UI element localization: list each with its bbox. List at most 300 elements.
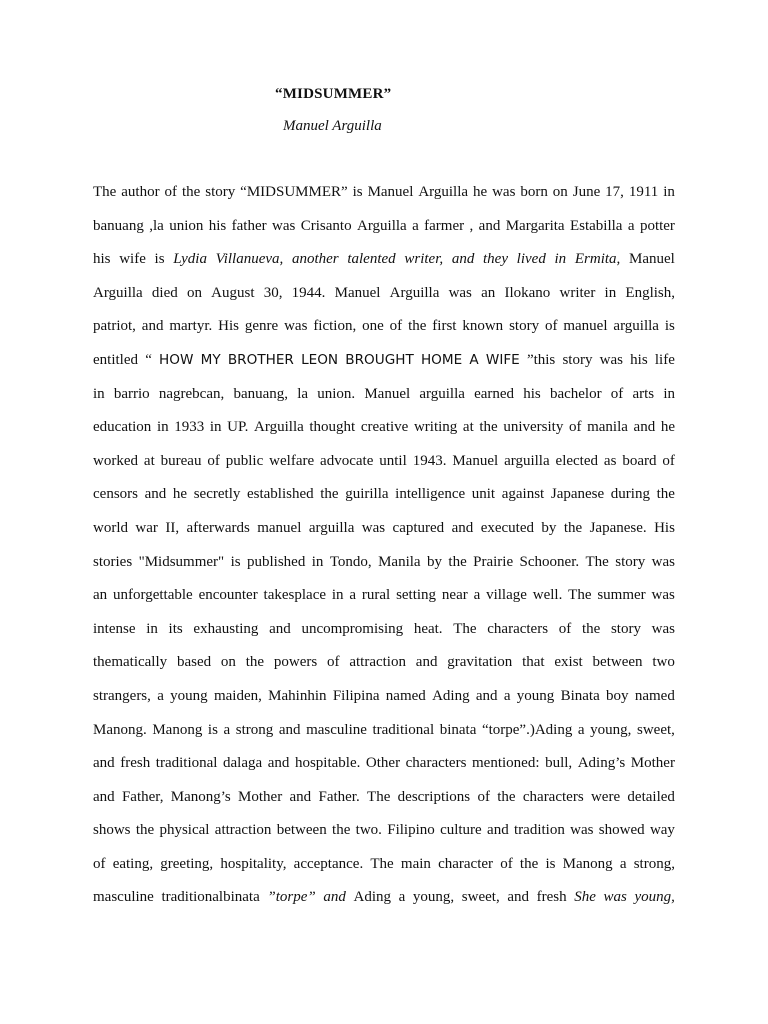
body-word: story: [562, 351, 593, 368]
body-word: Ading: [353, 889, 391, 906]
body-word: died: [151, 284, 178, 301]
body-word: story: [509, 318, 540, 335]
body-word: and: [415, 654, 438, 671]
body-word: The: [453, 620, 477, 637]
body-word: Ermita,: [574, 251, 621, 268]
body-word: Manuel: [334, 284, 381, 301]
body-word: at: [143, 452, 155, 469]
body-word: his: [523, 385, 541, 402]
body-word: ”torpe”: [267, 889, 316, 906]
body-word: the: [135, 822, 155, 839]
body-word: Manuel: [367, 184, 414, 200]
body-word: young: [170, 687, 208, 704]
body-word: was: [651, 553, 675, 570]
body-word: Manuel: [364, 385, 411, 402]
body-word: intense: [93, 620, 136, 637]
body-word: Arguilla: [418, 184, 469, 200]
body-word: by: [427, 553, 442, 570]
body-word: Mother: [630, 755, 675, 772]
body-word: farmer: [424, 217, 465, 234]
body-word: wife: [119, 251, 146, 268]
body-word: is: [230, 553, 241, 570]
body-word: la: [297, 385, 309, 402]
body-word: showed: [598, 822, 645, 839]
body-word: The: [367, 788, 391, 805]
body-word: 1944.: [291, 284, 326, 301]
body-word: they: [483, 251, 508, 268]
body-word: 30,: [263, 284, 283, 301]
body-word: was: [603, 889, 627, 906]
body-line: [93, 680, 675, 714]
body-word: Estabilla: [569, 217, 623, 234]
body-word: is: [664, 318, 675, 335]
body-word: near: [441, 587, 468, 604]
body-word: in: [311, 553, 324, 570]
body-word: WIFE: [485, 351, 520, 368]
body-word: tradition: [514, 822, 565, 839]
body-word: The: [585, 553, 609, 570]
body-word: guirilla: [345, 486, 389, 503]
body-word: Filipino: [387, 822, 435, 839]
body-word: attraction: [214, 822, 272, 839]
body-word: university: [503, 419, 564, 436]
body-word: II,: [165, 519, 180, 536]
body-line: [93, 210, 675, 244]
body-word: of: [500, 855, 513, 872]
body-word: and: [269, 620, 291, 637]
body-word: in: [663, 184, 675, 200]
body-word: Manila: [378, 553, 421, 570]
body-line: [93, 613, 675, 647]
body-word: fresh: [536, 889, 567, 906]
body-word: and: [475, 687, 498, 704]
body-word: exhausting: [193, 620, 259, 637]
body-word: were: [590, 788, 621, 805]
body-word: arguilla: [504, 452, 550, 469]
body-word: banuang: [93, 217, 144, 234]
body-word: Ading’s: [577, 755, 626, 772]
body-word: masculine: [306, 721, 367, 738]
body-word: his: [208, 217, 227, 234]
body-word: way: [649, 822, 675, 839]
body-word: based: [176, 654, 212, 671]
body-word: education: [93, 419, 152, 436]
body-word: on: [220, 654, 236, 671]
body-word: story: [615, 553, 646, 570]
body-word: attraction: [349, 654, 406, 671]
body-word: Villanueva,: [215, 251, 284, 268]
body-word: manuel: [563, 318, 608, 335]
body-word: two: [652, 654, 675, 671]
body-paragraph: [93, 176, 675, 915]
body-word: worked: [93, 452, 138, 469]
body-word: the: [245, 654, 265, 671]
body-word: a: [619, 855, 627, 872]
body-word: His: [218, 318, 239, 335]
body-word: was: [284, 318, 308, 335]
body-word: thematically: [93, 654, 168, 671]
body-line: [93, 546, 675, 580]
body-word: as: [603, 452, 617, 469]
body-word: barrio: [113, 385, 150, 402]
body-word: the: [448, 553, 467, 570]
body-word: a: [577, 721, 585, 738]
body-word: martyr.: [169, 318, 213, 335]
body-word: unit: [471, 486, 496, 503]
body-word: is: [154, 251, 165, 268]
body-word: Manong: [562, 855, 613, 872]
body-word: union: [169, 217, 204, 234]
body-word: writer,: [404, 251, 444, 268]
body-word: between: [592, 654, 643, 671]
body-word: Arguilla: [356, 217, 407, 234]
body-word: was: [570, 822, 594, 839]
body-word: mentioned:: [472, 755, 540, 772]
body-word: 1943.: [412, 452, 447, 469]
body-word: in: [331, 587, 344, 604]
body-word: thought: [309, 419, 356, 436]
body-word: against: [501, 486, 545, 503]
body-word: Japanese.: [589, 519, 647, 536]
body-word: Schooner.: [519, 553, 580, 570]
body-word: a: [398, 889, 406, 906]
body-word: a: [157, 687, 164, 704]
body-word: the: [181, 184, 201, 200]
body-word: an: [93, 587, 108, 604]
body-word: rural: [361, 587, 391, 604]
document-title: “MIDSUMMER”: [275, 86, 392, 102]
body-word: "Midsummer": [138, 553, 225, 570]
body-word: the: [656, 486, 675, 503]
body-word: young,: [634, 889, 675, 906]
body-word: his: [630, 351, 648, 368]
body-word: MY: [200, 351, 221, 368]
body-word: advocate: [320, 452, 374, 469]
body-word: Manong: [152, 721, 203, 738]
body-word: board: [622, 452, 657, 469]
body-word: culture: [440, 822, 482, 839]
body-word: physical: [159, 822, 210, 839]
body-word: Manuel: [452, 452, 499, 469]
body-line: [93, 646, 675, 680]
body-word: Crisanto: [300, 217, 352, 234]
body-word: and: [141, 318, 164, 335]
body-word: another: [291, 251, 339, 268]
body-word: in: [209, 419, 222, 436]
body-word: manuel: [257, 519, 302, 536]
body-line: [93, 512, 675, 546]
body-word: Arguilla: [93, 284, 143, 301]
body-word: The: [568, 587, 592, 604]
body-word: of: [610, 385, 624, 402]
body-word: the: [563, 519, 583, 536]
body-word: story: [205, 184, 236, 200]
body-word: village: [486, 587, 527, 604]
body-word: acceptance.: [293, 855, 364, 872]
body-word: and: [278, 721, 301, 738]
body-word: patriot,: [93, 318, 136, 335]
body-word: secretly: [193, 486, 241, 503]
body-word: in: [604, 284, 617, 301]
body-line: [93, 579, 675, 613]
body-word: Lydia: [173, 251, 207, 268]
body-line: [93, 445, 675, 479]
body-word: ”this: [526, 351, 556, 368]
body-word: at: [462, 419, 474, 436]
body-word: in: [146, 620, 158, 637]
body-line: [93, 747, 675, 781]
body-word: BROUGHT: [345, 351, 414, 368]
body-word: the: [479, 419, 498, 436]
body-word: and: [487, 822, 509, 839]
body-word: and: [633, 419, 656, 436]
body-word: in: [93, 385, 105, 402]
body-word: binata: [439, 721, 477, 738]
body-word: the: [320, 486, 339, 503]
body-word: nagrebcan,: [158, 385, 225, 402]
body-word: its: [168, 620, 183, 637]
body-word: and: [507, 889, 529, 906]
body-word: Arguilla: [254, 419, 304, 436]
body-word: talented: [347, 251, 396, 268]
body-word: well.: [532, 587, 563, 604]
body-word: intelligence: [395, 486, 466, 503]
body-word: and: [267, 755, 290, 772]
body-word: established: [246, 486, 314, 503]
body-line: [93, 411, 675, 445]
body-word: uncompromising: [301, 620, 404, 637]
body-word: hospitable.: [294, 755, 361, 772]
body-word: and: [289, 788, 312, 805]
body-word: born: [520, 184, 548, 200]
body-word: is: [352, 184, 363, 200]
body-line: [93, 478, 675, 512]
body-word: summer: [597, 587, 646, 604]
body-word: story: [610, 620, 641, 637]
body-word: an: [481, 284, 496, 301]
body-word: HOME: [420, 351, 463, 368]
body-word: genre: [244, 318, 279, 335]
body-line: [93, 378, 675, 412]
body-word: earned: [474, 385, 515, 402]
body-word: between: [276, 822, 327, 839]
body-word: the: [581, 620, 601, 637]
body-word: world: [93, 519, 128, 536]
body-word: of: [327, 654, 340, 671]
body-word: English,: [625, 284, 675, 301]
body-word: manila: [587, 419, 628, 436]
body-word: boy: [606, 687, 629, 704]
body-word: of: [662, 452, 675, 469]
body-word: entitled: [93, 351, 138, 368]
body-word: ,la: [149, 217, 164, 234]
body-word: union.: [317, 385, 356, 402]
body-word: was: [361, 519, 386, 536]
body-word: a: [503, 687, 511, 704]
body-word: Ading: [432, 687, 470, 704]
body-line: [93, 881, 675, 915]
body-word: and: [323, 889, 346, 906]
body-word: published: [246, 553, 306, 570]
body-line: [93, 277, 675, 311]
body-word: strong: [235, 721, 274, 738]
body-word: Binata: [560, 687, 600, 704]
body-word: detailed: [627, 788, 675, 805]
body-word: two.: [355, 822, 382, 839]
body-word: of: [389, 318, 403, 335]
body-word: on: [552, 184, 568, 200]
body-word: A: [469, 351, 479, 368]
body-word: gravitation: [447, 654, 513, 671]
body-word: is: [207, 721, 218, 738]
body-word: a: [349, 587, 357, 604]
body-word: characters: [405, 755, 467, 772]
body-word: Prairie: [473, 553, 514, 570]
body-word: and: [451, 519, 474, 536]
body-word: captured: [392, 519, 445, 536]
body-word: one: [362, 318, 384, 335]
body-word: June: [572, 184, 601, 200]
body-word: Father,: [121, 788, 164, 805]
body-word: named: [634, 687, 675, 704]
body-word: and: [93, 788, 115, 805]
body-word: public: [225, 452, 264, 469]
body-line: [93, 176, 675, 210]
body-word: Tondo,: [329, 553, 372, 570]
body-word: characters: [522, 788, 584, 805]
body-word: young,: [590, 721, 632, 738]
body-word: strangers,: [93, 687, 151, 704]
body-word: of: [164, 184, 178, 200]
body-word: executed: [480, 519, 534, 536]
body-word: His: [654, 519, 675, 536]
body-word: greeting,: [160, 855, 214, 872]
body-word: fresh: [120, 755, 151, 772]
body-word: maiden,: [213, 687, 262, 704]
body-word: by: [541, 519, 557, 536]
body-word: he: [472, 184, 488, 200]
body-word: in: [156, 419, 169, 436]
body-word: The: [93, 184, 117, 200]
body-word: the: [332, 822, 351, 839]
body-word: BROTHER: [227, 351, 294, 368]
body-word: until: [379, 452, 407, 469]
body-word: known: [462, 318, 504, 335]
body-word: writer: [559, 284, 596, 301]
body-word: powers: [273, 654, 318, 671]
body-word: lived: [516, 251, 546, 268]
body-word: a: [223, 721, 231, 738]
body-word: is: [545, 855, 556, 872]
body-word: ,: [469, 217, 474, 234]
body-word: 1933: [174, 419, 205, 436]
body-word: “MIDSUMMER”: [240, 184, 348, 200]
body-word: was: [492, 184, 516, 200]
body-word: shows: [93, 822, 131, 839]
body-word: and: [451, 251, 475, 268]
body-line: [93, 344, 675, 378]
body-word: fiction,: [313, 318, 357, 335]
body-word: of: [477, 788, 490, 805]
body-word: traditional: [155, 755, 218, 772]
body-word: Japanese: [550, 486, 605, 503]
body-word: character: [438, 855, 494, 872]
body-word: a: [412, 217, 419, 234]
body-word: elected: [555, 452, 598, 469]
body-word: and: [93, 755, 115, 772]
body-word: young: [516, 687, 555, 704]
body-line: [93, 781, 675, 815]
body-word: censors: [93, 486, 138, 503]
body-word: hospitality,: [220, 855, 287, 872]
body-word: first: [432, 318, 457, 335]
body-word: “: [145, 351, 152, 368]
body-word: bureau: [160, 452, 202, 469]
body-word: the: [408, 318, 427, 335]
body-word: was: [272, 217, 296, 234]
body-word: Ilokano: [504, 284, 551, 301]
body-word: unforgettable: [113, 587, 193, 604]
body-word: “torpe”.)Ading: [481, 721, 573, 738]
body-word: on: [186, 284, 202, 301]
body-word: 1911: [628, 184, 659, 200]
body-word: heat.: [413, 620, 443, 637]
body-word: arguilla: [613, 318, 659, 335]
body-word: banuang,: [233, 385, 289, 402]
body-word: masculine: [93, 889, 154, 906]
body-word: father: [231, 217, 267, 234]
body-word: traditionalbinata: [161, 889, 260, 906]
body-word: Mahinhin: [268, 687, 327, 704]
body-word: Mother: [238, 788, 283, 805]
body-word: LEON: [301, 351, 339, 368]
body-line: [93, 310, 675, 344]
body-word: of: [207, 452, 220, 469]
body-word: author: [121, 184, 160, 200]
body-word: 17,: [605, 184, 624, 200]
body-word: Filipina: [332, 687, 380, 704]
body-word: sweet,: [637, 721, 675, 738]
body-word: stories: [93, 553, 133, 570]
body-word: the: [519, 855, 539, 872]
body-word: descriptions: [397, 788, 471, 805]
body-word: creative: [360, 419, 409, 436]
body-word: takesplace: [263, 587, 327, 604]
body-word: August: [211, 284, 255, 301]
body-word: dalaga: [223, 755, 263, 772]
body-word: of: [558, 620, 572, 637]
body-word: Other: [365, 755, 401, 772]
body-word: a: [627, 217, 635, 234]
body-word: a: [473, 587, 481, 604]
body-word: eating,: [112, 855, 154, 872]
body-word: Manuel: [628, 251, 675, 268]
body-line: [93, 814, 675, 848]
body-word: She: [574, 889, 596, 906]
body-word: setting: [396, 587, 437, 604]
body-word: traditional: [372, 721, 435, 738]
body-word: war: [135, 519, 158, 536]
body-word: Manong’s: [170, 788, 231, 805]
body-word: in: [663, 385, 675, 402]
body-word: in: [554, 251, 567, 268]
body-word: of: [568, 419, 582, 436]
body-word: the: [497, 788, 516, 805]
body-word: and: [144, 486, 167, 503]
body-word: main: [400, 855, 431, 872]
document-author: Manuel Arguilla: [283, 118, 382, 134]
body-word: bull,: [545, 755, 573, 772]
